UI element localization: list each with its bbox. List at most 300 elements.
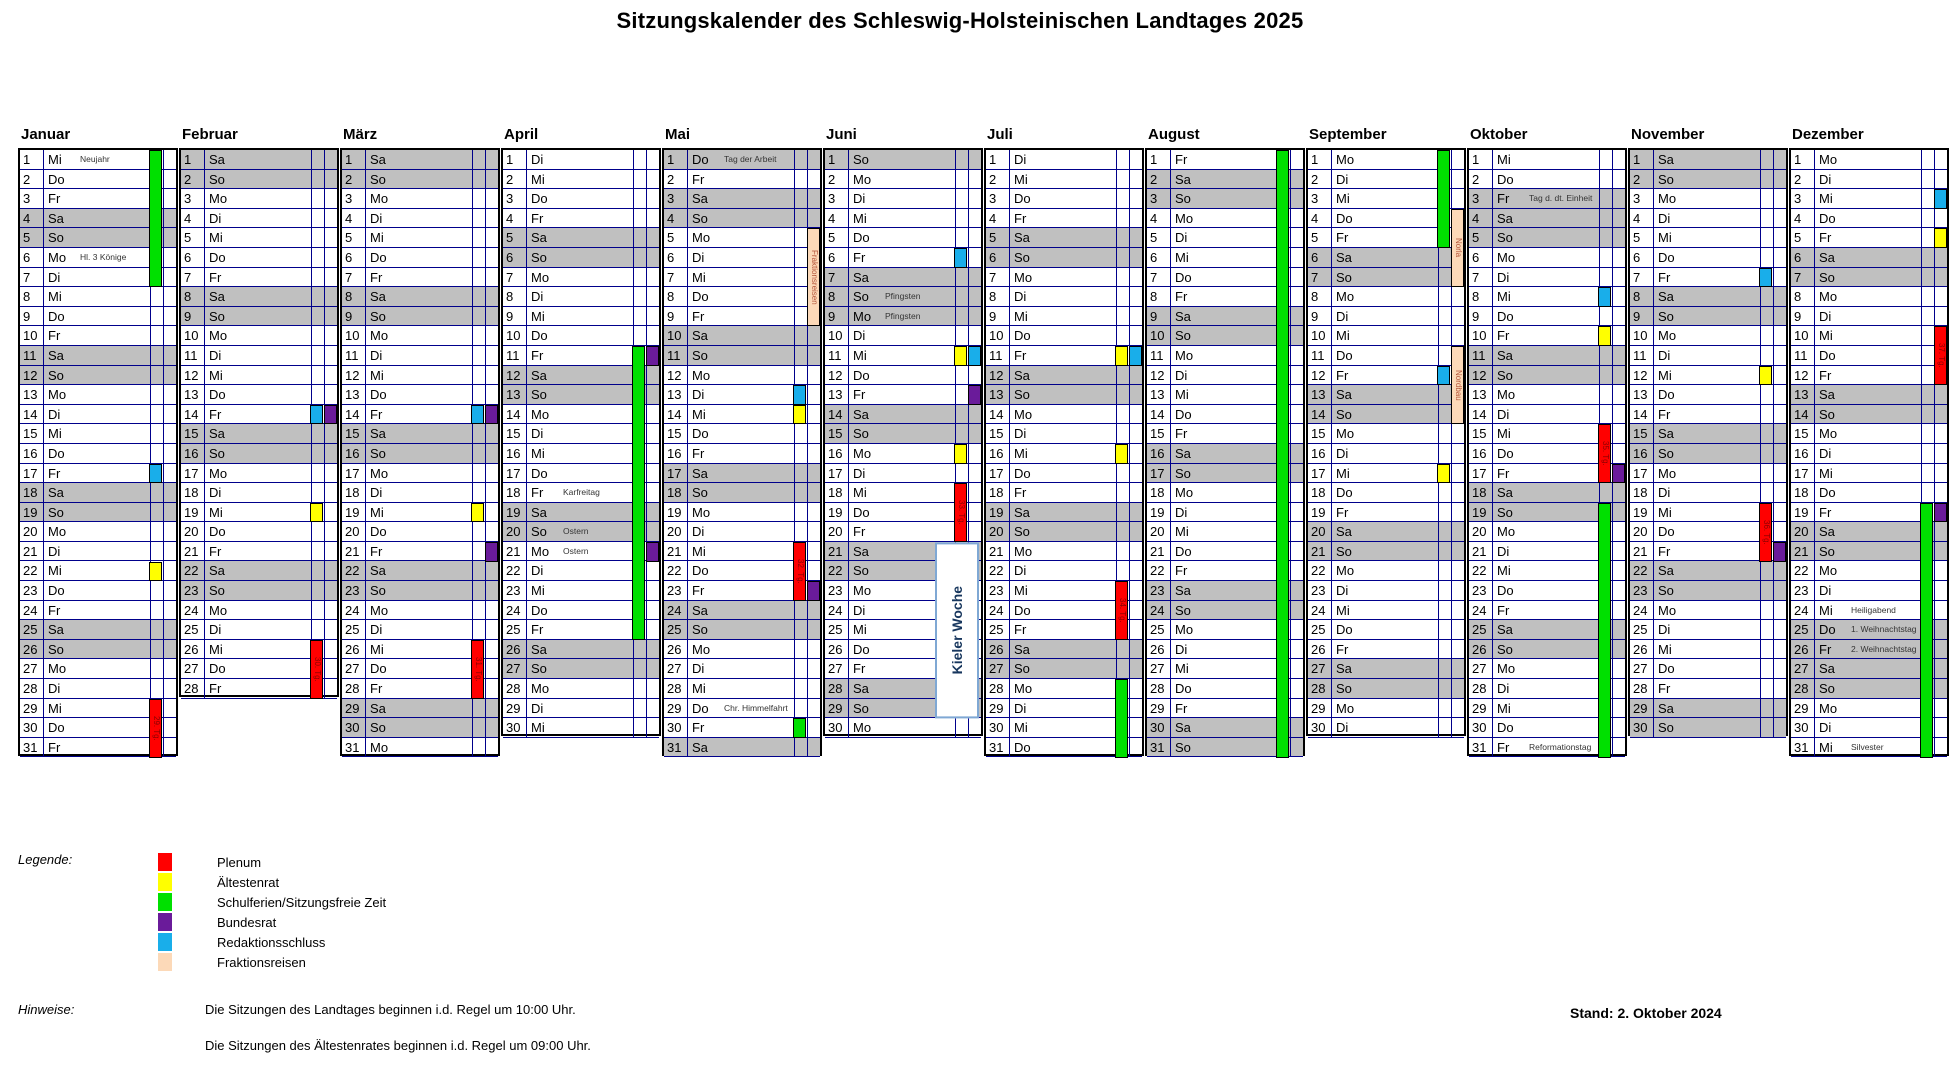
day-row[interactable] bbox=[1469, 405, 1625, 425]
day-row[interactable] bbox=[825, 228, 981, 248]
day-row[interactable] bbox=[1630, 620, 1786, 640]
day-row[interactable] bbox=[986, 640, 1142, 660]
day-row[interactable] bbox=[1791, 718, 1947, 738]
day-row[interactable] bbox=[342, 424, 498, 444]
day-row[interactable] bbox=[1791, 366, 1947, 386]
day-row[interactable] bbox=[342, 287, 498, 307]
day-row[interactable] bbox=[181, 405, 337, 425]
day-row[interactable] bbox=[503, 209, 659, 229]
day-row[interactable] bbox=[181, 503, 337, 523]
day-row[interactable] bbox=[825, 464, 981, 484]
day-row[interactable] bbox=[1791, 640, 1947, 660]
day-row[interactable] bbox=[20, 150, 176, 170]
day-row[interactable] bbox=[664, 542, 820, 562]
day-row[interactable] bbox=[1147, 326, 1303, 346]
day-row[interactable] bbox=[20, 738, 176, 758]
day-row[interactable] bbox=[342, 170, 498, 190]
day-row[interactable] bbox=[503, 307, 659, 327]
day-row[interactable] bbox=[503, 659, 659, 679]
day-row[interactable] bbox=[342, 326, 498, 346]
day-row[interactable] bbox=[986, 268, 1142, 288]
day-row[interactable] bbox=[1147, 561, 1303, 581]
day-row[interactable] bbox=[1308, 601, 1464, 621]
day-row[interactable] bbox=[1308, 581, 1464, 601]
day-row[interactable] bbox=[503, 464, 659, 484]
day-row[interactable] bbox=[1469, 209, 1625, 229]
day-row[interactable] bbox=[825, 150, 981, 170]
day-row[interactable] bbox=[1630, 150, 1786, 170]
day-row[interactable] bbox=[664, 718, 820, 738]
day-row[interactable] bbox=[20, 209, 176, 229]
day-row[interactable] bbox=[1308, 718, 1464, 738]
day-row[interactable] bbox=[986, 483, 1142, 503]
day-row[interactable] bbox=[1791, 483, 1947, 503]
day-row[interactable] bbox=[1469, 424, 1625, 444]
day-row[interactable] bbox=[1791, 405, 1947, 425]
day-row[interactable] bbox=[986, 738, 1142, 758]
day-row[interactable] bbox=[181, 307, 337, 327]
day-row[interactable] bbox=[342, 542, 498, 562]
day-row[interactable] bbox=[664, 483, 820, 503]
day-row[interactable] bbox=[1147, 189, 1303, 209]
day-row[interactable] bbox=[503, 405, 659, 425]
day-row[interactable] bbox=[342, 366, 498, 386]
day-row[interactable] bbox=[1469, 699, 1625, 719]
day-row[interactable] bbox=[342, 150, 498, 170]
day-row[interactable] bbox=[20, 228, 176, 248]
day-row[interactable] bbox=[20, 659, 176, 679]
day-row[interactable] bbox=[20, 424, 176, 444]
day-row[interactable] bbox=[20, 189, 176, 209]
day-row[interactable] bbox=[664, 503, 820, 523]
day-row[interactable] bbox=[1469, 307, 1625, 327]
day-row[interactable] bbox=[503, 542, 659, 562]
day-row[interactable] bbox=[986, 287, 1142, 307]
day-row[interactable] bbox=[503, 189, 659, 209]
day-row[interactable] bbox=[1469, 366, 1625, 386]
day-row[interactable] bbox=[20, 601, 176, 621]
day-row[interactable] bbox=[825, 248, 981, 268]
day-row[interactable] bbox=[1791, 679, 1947, 699]
day-row[interactable] bbox=[664, 366, 820, 386]
day-row[interactable] bbox=[1469, 522, 1625, 542]
day-row[interactable] bbox=[1630, 659, 1786, 679]
day-row[interactable] bbox=[503, 248, 659, 268]
day-row[interactable] bbox=[1308, 699, 1464, 719]
day-row[interactable] bbox=[664, 699, 820, 719]
day-row[interactable] bbox=[1308, 248, 1464, 268]
day-row[interactable] bbox=[181, 640, 337, 660]
day-row[interactable] bbox=[825, 170, 981, 190]
day-row[interactable] bbox=[1308, 209, 1464, 229]
day-row[interactable] bbox=[1147, 601, 1303, 621]
day-row[interactable] bbox=[20, 483, 176, 503]
day-row[interactable] bbox=[1308, 307, 1464, 327]
day-row[interactable] bbox=[1147, 307, 1303, 327]
day-row[interactable] bbox=[1147, 522, 1303, 542]
day-row[interactable] bbox=[181, 483, 337, 503]
day-row[interactable] bbox=[342, 228, 498, 248]
day-row[interactable] bbox=[986, 385, 1142, 405]
day-row[interactable] bbox=[503, 718, 659, 738]
day-row[interactable] bbox=[664, 228, 820, 248]
day-row[interactable] bbox=[1147, 228, 1303, 248]
day-row[interactable] bbox=[986, 542, 1142, 562]
day-row[interactable] bbox=[1308, 444, 1464, 464]
day-row[interactable] bbox=[503, 268, 659, 288]
day-row[interactable] bbox=[1147, 738, 1303, 758]
day-row[interactable] bbox=[825, 366, 981, 386]
day-row[interactable] bbox=[181, 228, 337, 248]
day-row[interactable] bbox=[1630, 640, 1786, 660]
day-row[interactable] bbox=[1469, 189, 1625, 209]
day-row[interactable] bbox=[1147, 620, 1303, 640]
day-row[interactable] bbox=[825, 189, 981, 209]
day-row[interactable] bbox=[20, 561, 176, 581]
day-row[interactable] bbox=[986, 503, 1142, 523]
day-row[interactable] bbox=[20, 542, 176, 562]
day-row[interactable] bbox=[20, 699, 176, 719]
day-row[interactable] bbox=[342, 561, 498, 581]
day-row[interactable] bbox=[1469, 287, 1625, 307]
day-row[interactable] bbox=[664, 601, 820, 621]
day-row[interactable] bbox=[1791, 444, 1947, 464]
day-row[interactable] bbox=[986, 679, 1142, 699]
day-row[interactable] bbox=[503, 346, 659, 366]
day-row[interactable] bbox=[503, 581, 659, 601]
day-row[interactable] bbox=[181, 659, 337, 679]
day-row[interactable] bbox=[986, 326, 1142, 346]
day-row[interactable] bbox=[1147, 483, 1303, 503]
day-row[interactable] bbox=[986, 444, 1142, 464]
day-row[interactable] bbox=[20, 385, 176, 405]
day-row[interactable] bbox=[1791, 522, 1947, 542]
day-row[interactable] bbox=[1469, 464, 1625, 484]
day-row[interactable] bbox=[1630, 581, 1786, 601]
day-row[interactable] bbox=[986, 209, 1142, 229]
day-row[interactable] bbox=[664, 620, 820, 640]
day-row[interactable] bbox=[1308, 640, 1464, 660]
day-row[interactable] bbox=[503, 620, 659, 640]
day-row[interactable] bbox=[664, 424, 820, 444]
day-row[interactable] bbox=[825, 287, 981, 307]
day-row[interactable] bbox=[1791, 503, 1947, 523]
day-row[interactable] bbox=[181, 366, 337, 386]
day-row[interactable] bbox=[1630, 268, 1786, 288]
day-row[interactable] bbox=[181, 150, 337, 170]
day-row[interactable] bbox=[825, 718, 981, 738]
day-row[interactable] bbox=[1630, 601, 1786, 621]
day-row[interactable] bbox=[986, 170, 1142, 190]
day-row[interactable] bbox=[986, 718, 1142, 738]
day-row[interactable] bbox=[20, 268, 176, 288]
day-row[interactable] bbox=[664, 444, 820, 464]
day-row[interactable] bbox=[20, 444, 176, 464]
day-row[interactable] bbox=[664, 209, 820, 229]
day-row[interactable] bbox=[342, 601, 498, 621]
day-row[interactable] bbox=[20, 326, 176, 346]
day-row[interactable] bbox=[503, 444, 659, 464]
day-row[interactable] bbox=[986, 601, 1142, 621]
day-row[interactable] bbox=[664, 738, 820, 758]
day-row[interactable] bbox=[825, 326, 981, 346]
day-row[interactable] bbox=[1630, 542, 1786, 562]
day-row[interactable] bbox=[503, 424, 659, 444]
day-row[interactable] bbox=[1791, 464, 1947, 484]
day-row[interactable] bbox=[20, 170, 176, 190]
day-row[interactable] bbox=[1147, 170, 1303, 190]
day-row[interactable] bbox=[1630, 307, 1786, 327]
day-row[interactable] bbox=[1469, 561, 1625, 581]
day-row[interactable] bbox=[1308, 150, 1464, 170]
day-row[interactable] bbox=[20, 366, 176, 386]
day-row[interactable] bbox=[986, 150, 1142, 170]
day-row[interactable] bbox=[20, 581, 176, 601]
day-row[interactable] bbox=[181, 444, 337, 464]
day-row[interactable] bbox=[664, 561, 820, 581]
day-row[interactable] bbox=[1147, 209, 1303, 229]
day-row[interactable] bbox=[1791, 542, 1947, 562]
day-row[interactable] bbox=[664, 581, 820, 601]
day-row[interactable] bbox=[1791, 424, 1947, 444]
day-row[interactable] bbox=[1791, 659, 1947, 679]
day-row[interactable] bbox=[1308, 679, 1464, 699]
day-row[interactable] bbox=[1469, 581, 1625, 601]
day-row[interactable] bbox=[1308, 170, 1464, 190]
day-row[interactable] bbox=[1791, 307, 1947, 327]
day-row[interactable] bbox=[181, 679, 337, 699]
day-row[interactable] bbox=[825, 424, 981, 444]
day-row[interactable] bbox=[825, 444, 981, 464]
day-row[interactable] bbox=[825, 346, 981, 366]
day-row[interactable] bbox=[1469, 268, 1625, 288]
day-row[interactable] bbox=[1147, 640, 1303, 660]
day-row[interactable] bbox=[664, 189, 820, 209]
day-row[interactable] bbox=[20, 464, 176, 484]
day-row[interactable] bbox=[342, 679, 498, 699]
day-row[interactable] bbox=[1630, 385, 1786, 405]
day-row[interactable] bbox=[20, 503, 176, 523]
day-row[interactable] bbox=[825, 385, 981, 405]
day-row[interactable] bbox=[181, 268, 337, 288]
day-row[interactable] bbox=[20, 522, 176, 542]
day-row[interactable] bbox=[1630, 679, 1786, 699]
day-row[interactable] bbox=[986, 699, 1142, 719]
day-row[interactable] bbox=[1630, 326, 1786, 346]
day-row[interactable] bbox=[1630, 228, 1786, 248]
day-row[interactable] bbox=[20, 620, 176, 640]
day-row[interactable] bbox=[1147, 287, 1303, 307]
day-row[interactable] bbox=[1630, 718, 1786, 738]
day-row[interactable] bbox=[503, 601, 659, 621]
day-row[interactable] bbox=[1791, 581, 1947, 601]
day-row[interactable] bbox=[181, 522, 337, 542]
day-row[interactable] bbox=[1791, 561, 1947, 581]
day-row[interactable] bbox=[1630, 366, 1786, 386]
day-row[interactable] bbox=[1630, 346, 1786, 366]
day-row[interactable] bbox=[986, 581, 1142, 601]
day-row[interactable] bbox=[342, 718, 498, 738]
day-row[interactable] bbox=[825, 209, 981, 229]
day-row[interactable] bbox=[1630, 209, 1786, 229]
day-row[interactable] bbox=[986, 248, 1142, 268]
day-row[interactable] bbox=[986, 346, 1142, 366]
day-row[interactable] bbox=[825, 503, 981, 523]
day-row[interactable] bbox=[1469, 542, 1625, 562]
day-row[interactable] bbox=[342, 405, 498, 425]
day-row[interactable] bbox=[181, 248, 337, 268]
day-row[interactable] bbox=[1630, 444, 1786, 464]
day-row[interactable] bbox=[181, 620, 337, 640]
day-row[interactable] bbox=[181, 561, 337, 581]
day-row[interactable] bbox=[1308, 268, 1464, 288]
day-row[interactable] bbox=[1630, 522, 1786, 542]
day-row[interactable] bbox=[1308, 424, 1464, 444]
day-row[interactable] bbox=[664, 150, 820, 170]
day-row[interactable] bbox=[1469, 150, 1625, 170]
day-row[interactable] bbox=[1147, 464, 1303, 484]
day-row[interactable] bbox=[20, 307, 176, 327]
day-row[interactable] bbox=[1147, 424, 1303, 444]
day-row[interactable] bbox=[1147, 248, 1303, 268]
day-row[interactable] bbox=[825, 483, 981, 503]
day-row[interactable] bbox=[342, 444, 498, 464]
day-row[interactable] bbox=[664, 326, 820, 346]
day-row[interactable] bbox=[181, 209, 337, 229]
day-row[interactable] bbox=[986, 424, 1142, 444]
day-row[interactable] bbox=[1147, 405, 1303, 425]
day-row[interactable] bbox=[342, 189, 498, 209]
day-row[interactable] bbox=[664, 346, 820, 366]
day-row[interactable] bbox=[1308, 366, 1464, 386]
day-row[interactable] bbox=[503, 522, 659, 542]
day-row[interactable] bbox=[1469, 326, 1625, 346]
day-row[interactable] bbox=[1630, 699, 1786, 719]
day-row[interactable] bbox=[20, 346, 176, 366]
day-row[interactable] bbox=[1469, 170, 1625, 190]
day-row[interactable] bbox=[181, 581, 337, 601]
day-row[interactable] bbox=[664, 170, 820, 190]
day-row[interactable] bbox=[342, 209, 498, 229]
day-row[interactable] bbox=[1630, 248, 1786, 268]
day-row[interactable] bbox=[1469, 385, 1625, 405]
day-row[interactable] bbox=[664, 405, 820, 425]
day-row[interactable] bbox=[1469, 503, 1625, 523]
day-row[interactable] bbox=[1469, 248, 1625, 268]
day-row[interactable] bbox=[181, 170, 337, 190]
day-row[interactable] bbox=[1147, 718, 1303, 738]
day-row[interactable] bbox=[1630, 170, 1786, 190]
day-row[interactable] bbox=[664, 287, 820, 307]
day-row[interactable] bbox=[1791, 150, 1947, 170]
day-row[interactable] bbox=[825, 307, 981, 327]
day-row[interactable] bbox=[1791, 268, 1947, 288]
day-row[interactable] bbox=[1630, 561, 1786, 581]
day-row[interactable] bbox=[503, 170, 659, 190]
day-row[interactable] bbox=[1791, 228, 1947, 248]
day-row[interactable] bbox=[986, 189, 1142, 209]
day-row[interactable] bbox=[664, 640, 820, 660]
day-row[interactable] bbox=[1308, 561, 1464, 581]
day-row[interactable] bbox=[181, 346, 337, 366]
day-row[interactable] bbox=[1469, 601, 1625, 621]
day-row[interactable] bbox=[1630, 424, 1786, 444]
day-row[interactable] bbox=[1147, 150, 1303, 170]
day-row[interactable] bbox=[1630, 189, 1786, 209]
day-row[interactable] bbox=[503, 503, 659, 523]
day-row[interactable] bbox=[1147, 542, 1303, 562]
day-row[interactable] bbox=[503, 679, 659, 699]
day-row[interactable] bbox=[342, 248, 498, 268]
day-row[interactable] bbox=[986, 659, 1142, 679]
day-row[interactable] bbox=[986, 228, 1142, 248]
day-row[interactable] bbox=[503, 228, 659, 248]
day-row[interactable] bbox=[1147, 503, 1303, 523]
day-row[interactable] bbox=[664, 464, 820, 484]
day-row[interactable] bbox=[1469, 228, 1625, 248]
day-row[interactable] bbox=[1147, 385, 1303, 405]
day-row[interactable] bbox=[1308, 405, 1464, 425]
day-row[interactable] bbox=[181, 424, 337, 444]
day-row[interactable] bbox=[986, 405, 1142, 425]
day-row[interactable] bbox=[1308, 503, 1464, 523]
day-row[interactable] bbox=[20, 718, 176, 738]
day-row[interactable] bbox=[1791, 699, 1947, 719]
day-row[interactable] bbox=[181, 287, 337, 307]
day-row[interactable] bbox=[503, 385, 659, 405]
day-row[interactable] bbox=[664, 522, 820, 542]
day-row[interactable] bbox=[1469, 718, 1625, 738]
day-row[interactable] bbox=[1630, 464, 1786, 484]
day-row[interactable] bbox=[1469, 483, 1625, 503]
day-row[interactable] bbox=[181, 601, 337, 621]
day-row[interactable] bbox=[342, 659, 498, 679]
day-row[interactable] bbox=[986, 620, 1142, 640]
day-row[interactable] bbox=[503, 699, 659, 719]
day-row[interactable] bbox=[664, 659, 820, 679]
day-row[interactable] bbox=[1147, 366, 1303, 386]
day-row[interactable] bbox=[1791, 326, 1947, 346]
day-row[interactable] bbox=[1791, 209, 1947, 229]
day-row[interactable] bbox=[1469, 640, 1625, 660]
day-row[interactable] bbox=[342, 620, 498, 640]
day-row[interactable] bbox=[664, 307, 820, 327]
day-row[interactable] bbox=[986, 366, 1142, 386]
day-row[interactable] bbox=[20, 405, 176, 425]
day-row[interactable] bbox=[825, 268, 981, 288]
day-row[interactable] bbox=[342, 268, 498, 288]
day-row[interactable] bbox=[503, 326, 659, 346]
day-row[interactable] bbox=[1791, 601, 1947, 621]
day-row[interactable] bbox=[1630, 483, 1786, 503]
day-row[interactable] bbox=[1147, 346, 1303, 366]
day-row[interactable] bbox=[825, 522, 981, 542]
day-row[interactable] bbox=[1791, 287, 1947, 307]
day-row[interactable] bbox=[1147, 699, 1303, 719]
day-row[interactable] bbox=[342, 483, 498, 503]
day-row[interactable] bbox=[1147, 679, 1303, 699]
day-row[interactable] bbox=[1147, 659, 1303, 679]
day-row[interactable] bbox=[20, 248, 176, 268]
day-row[interactable] bbox=[1308, 522, 1464, 542]
day-row[interactable] bbox=[1147, 268, 1303, 288]
day-row[interactable] bbox=[1308, 189, 1464, 209]
day-row[interactable] bbox=[181, 385, 337, 405]
day-row[interactable] bbox=[1308, 326, 1464, 346]
day-row[interactable] bbox=[1791, 248, 1947, 268]
day-row[interactable] bbox=[1308, 346, 1464, 366]
day-row[interactable] bbox=[1630, 287, 1786, 307]
